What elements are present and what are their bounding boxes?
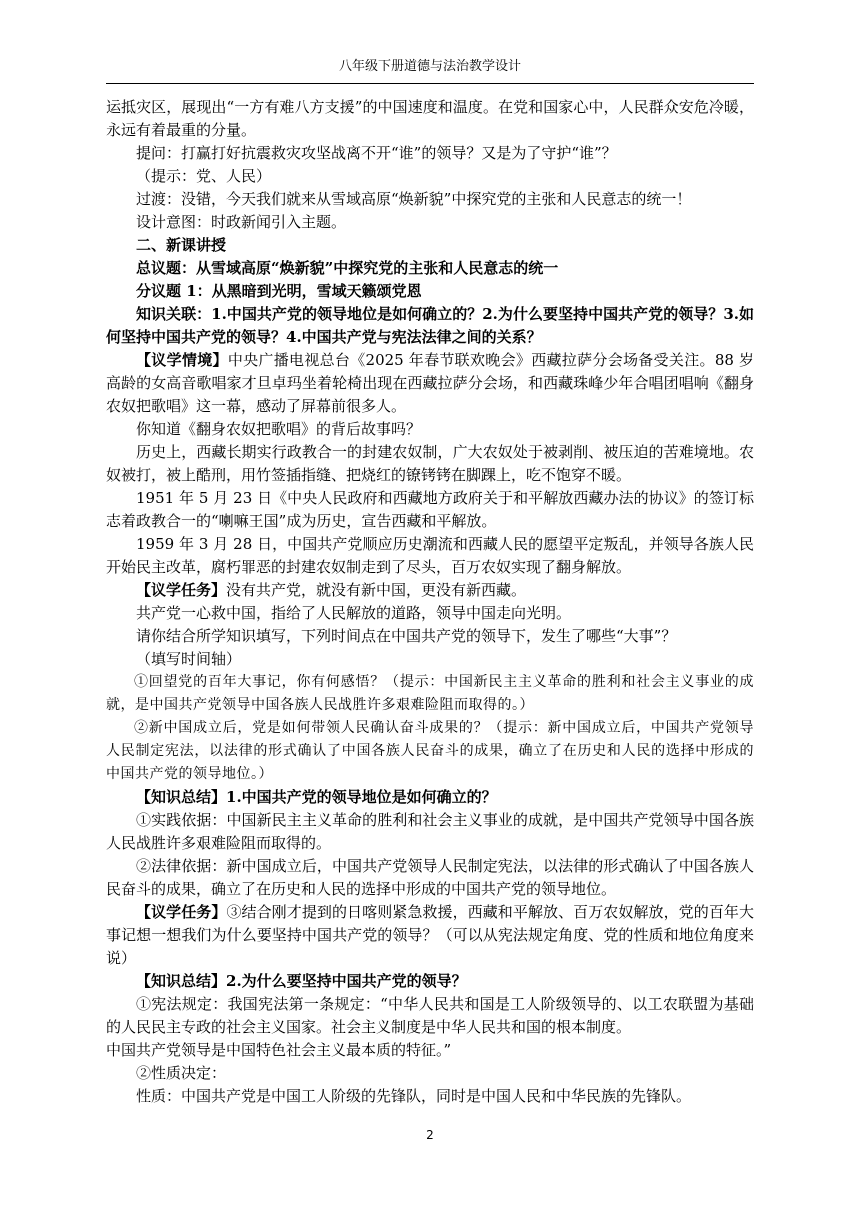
paragraph: ②新中国成立后，党是如何带领人民确认奋斗成果的？（提示：新中国成立后，中国共产党领导人民制定宪法，以法律的形式确认了中国各族人民奋斗的成果，确立了在历史和人民的选择中形成的中国共产党的领导地位。） xyxy=(106,720,754,782)
paragraph: ②性质决定： xyxy=(136,1064,227,1082)
paragraph-text: ③结合刚才提到的日喀则紧急救援，西藏和平解放、百万农奴解放，党的百年大事记想一想我们为什么要坚持中国共产党的领导？（可以从宪法规定角度、党的性质和地位角度来说） xyxy=(106,903,754,967)
header-divider xyxy=(106,83,754,84)
subtopic-heading: 分议题 1：从黑暗到光明，雪域天籁颂党恩 xyxy=(136,282,422,300)
section-label: 【知识总结】 xyxy=(136,972,227,990)
document-body xyxy=(106,96,754,1108)
paragraph: ①回望党的百年大事记，你有何感悟？（提示：中国新民主主义革命的胜利和社会主义事业的成就，是中国共产党领导中国各族人民战胜许多艰难险阻而取得的。） xyxy=(106,674,754,713)
paragraph: 运抵灾区，展现出“一方有难八方支援”的中国速度和温度。在党和国家心中，人民群众安危冷暖，永远有着最重的分量。 xyxy=(106,98,754,139)
paragraph: 过渡：没错，今天我们就来从雪域高原“焕新貌”中探究党的主张和人民意志的统一！ xyxy=(136,190,692,208)
paragraph: 1951 年 5 月 23 日《中央人民政府和西藏地方政府关于和平解放西藏办法的协议》的签订标志着政教合一的“喇嘛王国”成为历史，宣告西藏和平解放。 xyxy=(106,489,754,530)
paragraph: 提问：打赢打好抗震救灾攻坚战离不开“谁”的领导？又是为了守护“谁”？ xyxy=(136,144,617,162)
paragraph: 请你结合所学知识填写，下列时间点在中国共产党的领导下，发生了哪些“大事”？ xyxy=(136,627,677,645)
section-heading: 二、新课讲授 xyxy=(136,236,227,254)
paragraph-text: 2.为什么要坚持中国共产党的领导？ xyxy=(226,972,467,990)
paragraph: 中国共产党领导是中国特色社会主义最本质的特征。” xyxy=(106,1041,452,1059)
section-label: 【议学情境】 xyxy=(136,351,228,369)
paragraph-text: 中央广播电视总台《2025 年春节联欢晚会》西藏拉萨分会场备受关注。88 岁高龄的女高音歌唱家才旦卓玛坐着轮椅出现在西藏拉萨分会场，和西藏珠峰少年合唱团唱响《翻身农奴把歌唱》这一幕，感动了屏幕前很多人。 xyxy=(106,351,754,415)
paragraph-text: 1.中国共产党的领导地位是如何确立的？ xyxy=(226,788,497,806)
page-number: 2 xyxy=(426,1128,434,1142)
knowledge-links: 知识关联：1.中国共产党的领导地位是如何确立的？2.为什么要坚持中国共产党的领导？3.如何坚持中国共产党的领导？4.中国共产党与宪法法律之间的关系？ xyxy=(106,305,754,346)
paragraph: ①实践依据：中国新民主主义革命的胜利和社会主义事业的成就，是中国共产党领导中国各族人民战胜许多艰难险阻而取得的。 xyxy=(106,811,754,852)
section-label: 【议学任务】 xyxy=(136,581,227,599)
paragraph xyxy=(106,901,754,970)
paragraph xyxy=(106,786,754,809)
paragraph xyxy=(106,579,754,602)
section-label: 【议学任务】 xyxy=(136,903,227,921)
paragraph: 设计意图：时政新闻引入主题。 xyxy=(136,213,347,231)
paragraph xyxy=(106,970,754,993)
page-header: 八年级下册道德与法治教学设计 xyxy=(338,59,521,74)
main-topic-heading: 总议题：从雪域高原“焕新貌”中探究党的主张和人民意志的统一 xyxy=(136,259,559,277)
paragraph: ①宪法规定：我国宪法第一条规定：“中华人民共和国是工人阶级领导的、以工农联盟为基础的人民民主专政的社会主义国家。社会主义制度是中华人民共和国的根本制度。 xyxy=(106,995,754,1036)
section-label: 【知识总结】 xyxy=(136,788,227,806)
paragraph xyxy=(106,349,754,418)
paragraph: ②法律依据：新中国成立后，中国共产党领导人民制定宪法，以法律的形式确认了中国各族人民奋斗的成果，确立了在历史和人民的选择中形成的中国共产党的领导地位。 xyxy=(106,857,754,898)
paragraph: 历史上，西藏长期实行政教合一的封建农奴制，广大农奴处于被剥削、被压迫的苦难境地。农奴被打，被上酷刑，用竹签插指缝、把烧红的镣铐铐在脚踝上，吃不饱穿不暖。 xyxy=(106,443,754,484)
paragraph: 共产党一心救中国，指给了人民解放的道路，领导中国走向光明。 xyxy=(136,604,572,622)
paragraph: 性质：中国共产党是中国工人阶级的先锋队，同时是中国人民和中华民族的先锋队。 xyxy=(136,1087,692,1105)
paragraph-text: 没有共产党，就没有新中国，更没有新西藏。 xyxy=(226,581,527,599)
paragraph: 1959 年 3 月 28 日，中国共产党顺应历史潮流和西藏人民的愿望平定叛乱，并领导各族人民开始民主改革，腐朽罪恶的封建农奴制走到了尽头，百万农奴实现了翻身解放。 xyxy=(106,535,754,576)
paragraph: 你知道《翻身农奴把歌唱》的背后故事吗？ xyxy=(136,420,422,438)
paragraph: （填写时间轴） xyxy=(136,650,242,668)
paragraph: （提示：党、人民） xyxy=(136,167,272,185)
